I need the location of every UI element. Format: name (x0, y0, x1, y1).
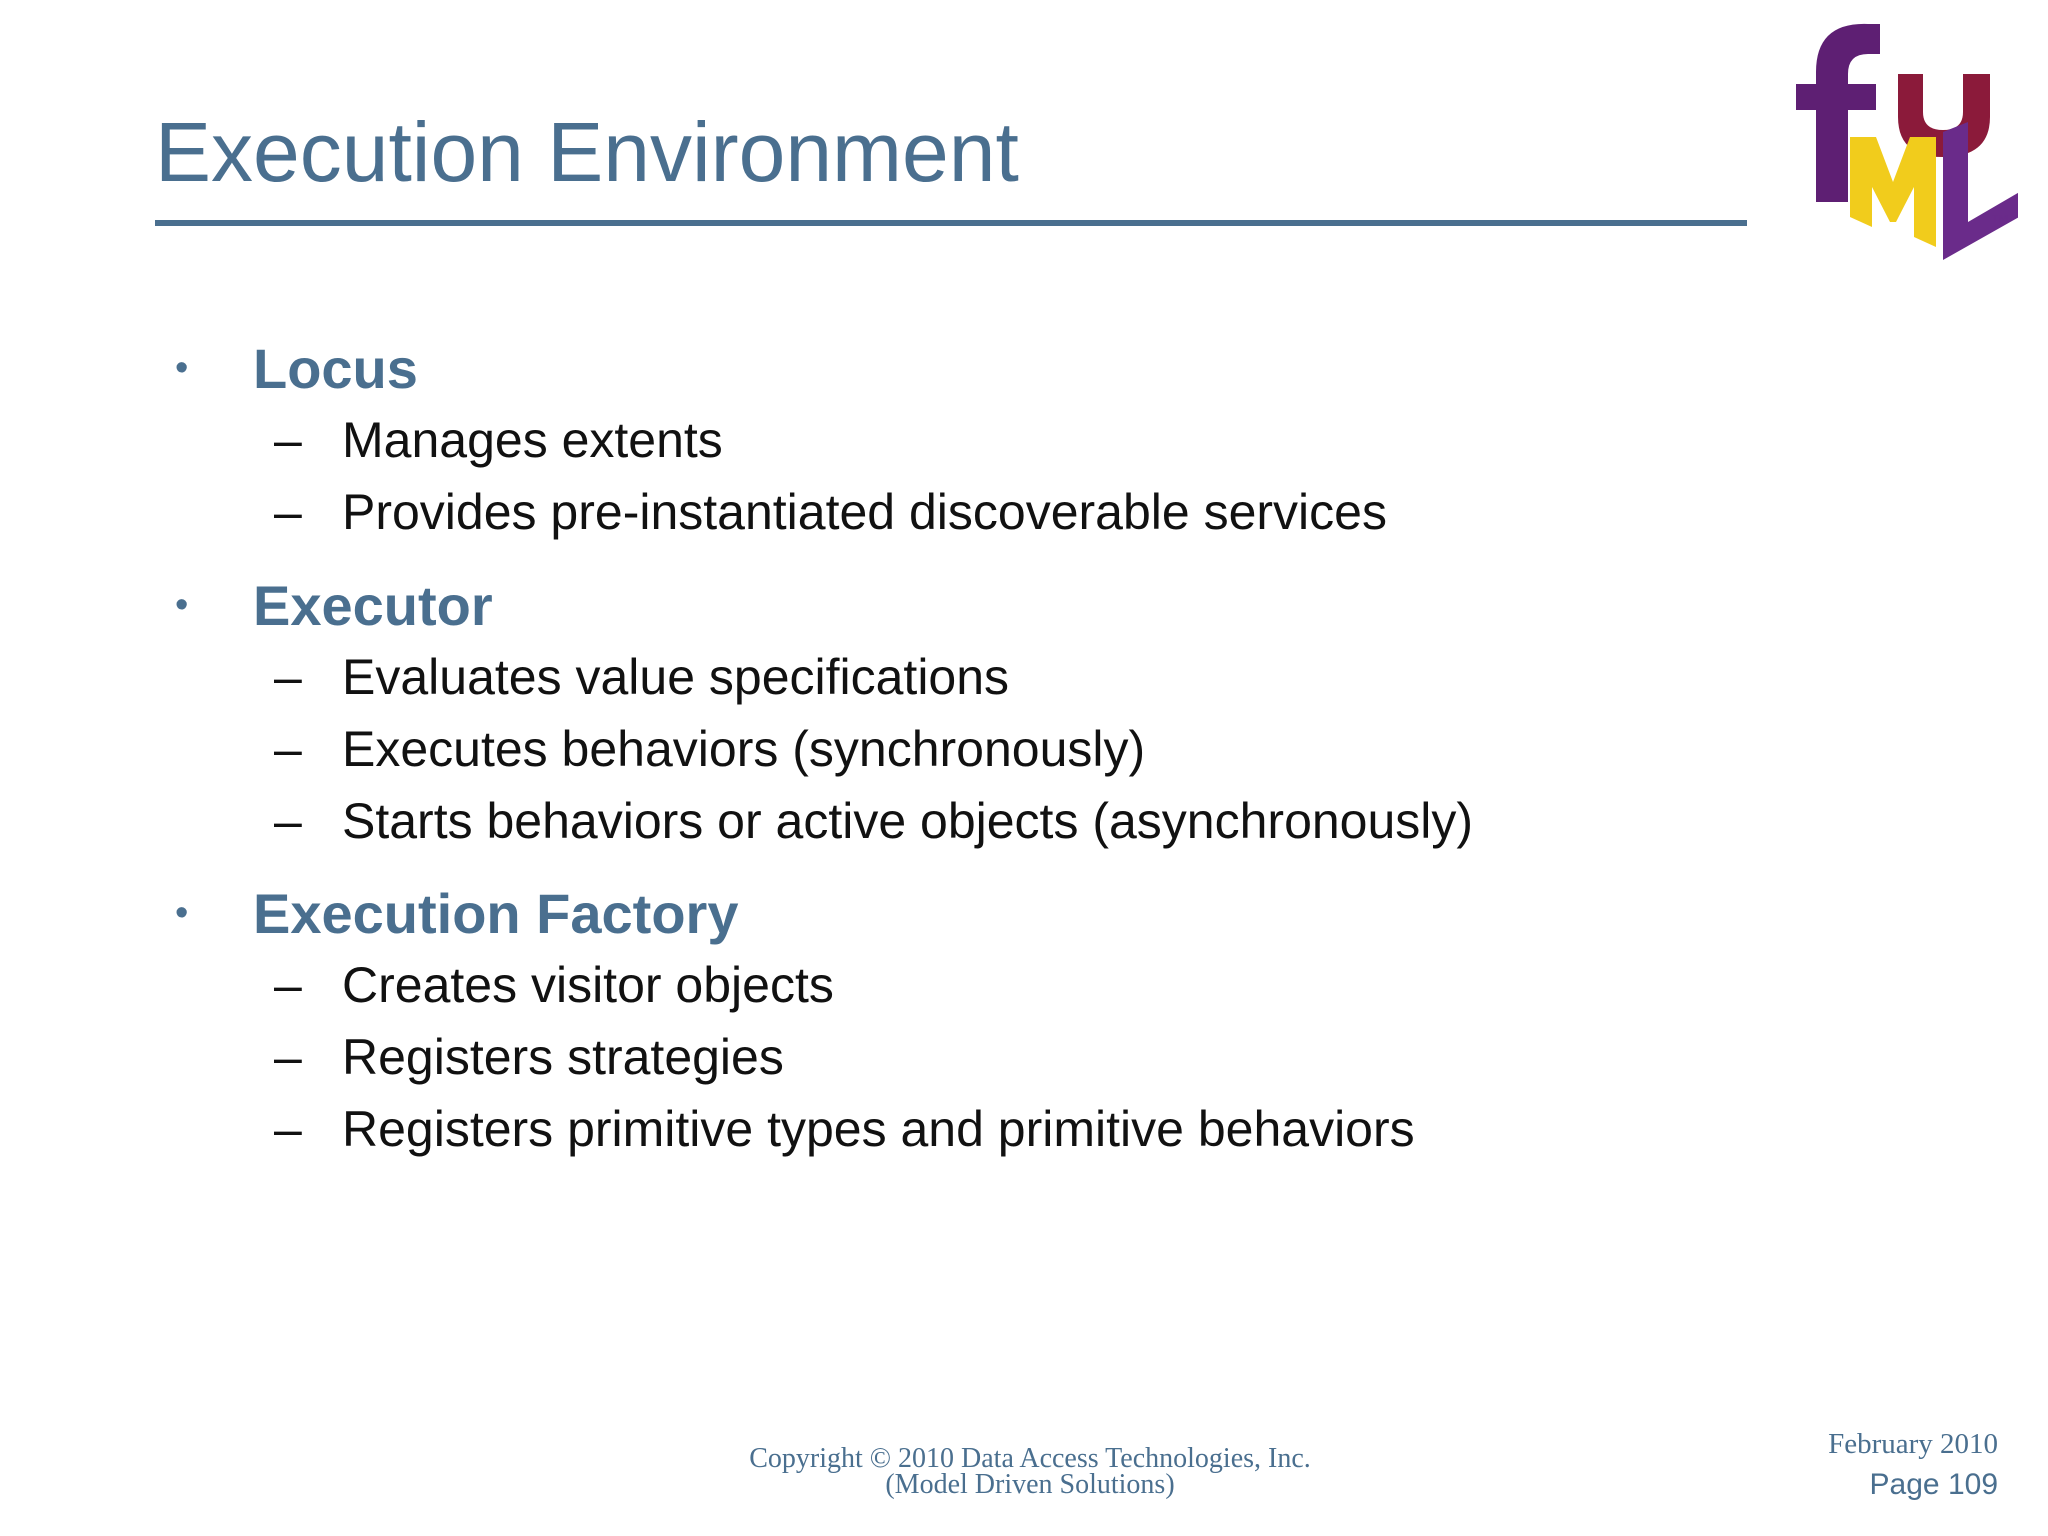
copyright-subline: (Model Driven Solutions) (885, 1469, 1175, 1500)
section-heading: Execution Factory (253, 881, 739, 945)
dash-icon: – (274, 721, 302, 777)
list-subitem (274, 1098, 1415, 1160)
slide-title: Execution Environment (155, 105, 1019, 199)
trademark-mark: TM (1992, 213, 2008, 225)
list-subitem (274, 1026, 784, 1088)
list-subitem (274, 718, 1145, 780)
subitem-text: Registers primitive types and primitive behaviors (342, 1101, 1415, 1157)
copyright-notice (720, 1443, 1340, 1500)
bullet-icon: • (175, 891, 189, 934)
subitem-text: Creates visitor objects (342, 957, 834, 1013)
dash-icon: – (274, 1029, 302, 1085)
list-item-execution-factory (175, 878, 738, 948)
subitem-text: Registers strategies (342, 1029, 784, 1085)
list-subitem (274, 481, 1387, 543)
list-item-executor (175, 570, 493, 640)
list-subitem (274, 954, 834, 1016)
footer-date: February 2010 (1828, 1428, 1998, 1460)
dash-icon: – (274, 793, 302, 849)
dash-icon: – (274, 957, 302, 1013)
subitem-text: Executes behaviors (synchronously) (342, 721, 1146, 777)
subitem-text: Starts behaviors or active objects (asynchronously) (342, 793, 1474, 849)
dash-icon: – (274, 649, 302, 705)
bullet-icon: • (175, 583, 189, 626)
subitem-text: Provides pre-instantiated discoverable services (342, 484, 1387, 540)
subitem-text: Evaluates value specifications (342, 649, 1010, 705)
list-subitem (274, 646, 1009, 708)
page-number: Page 109 (1869, 1468, 1998, 1501)
list-item-locus (175, 333, 418, 403)
list-subitem (274, 790, 1473, 852)
dash-icon: – (274, 1101, 302, 1157)
subitem-text: Manages extents (342, 412, 723, 468)
dash-icon: – (274, 484, 302, 540)
section-heading: Executor (253, 573, 493, 637)
bullet-icon: • (175, 346, 189, 389)
list-subitem (274, 409, 723, 471)
section-heading: Locus (253, 336, 418, 400)
copyright-line: Copyright © 2010 Data Access Technologies, Inc. (749, 1443, 1311, 1474)
dash-icon: – (274, 412, 302, 468)
